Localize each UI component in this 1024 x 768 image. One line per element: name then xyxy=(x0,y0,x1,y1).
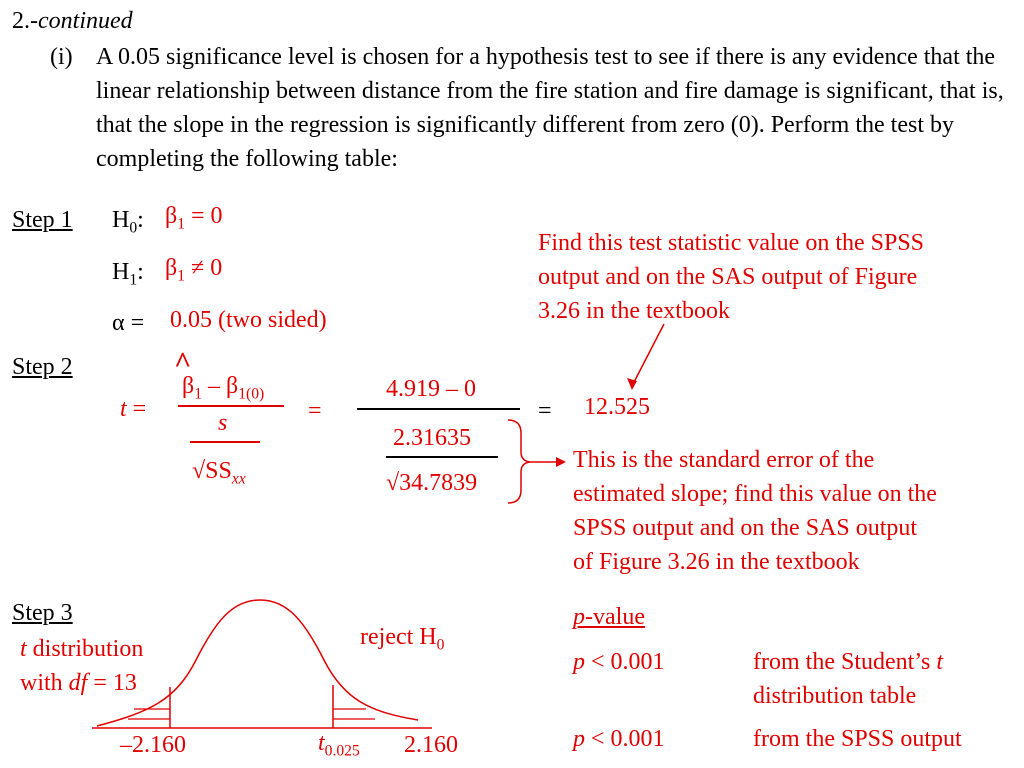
step3-label: Step 3 xyxy=(12,600,73,626)
annotation-line: of Figure 3.26 in the textbook xyxy=(573,549,860,575)
item-label: (i) xyxy=(50,44,73,70)
hat-symbol: ^ xyxy=(174,346,192,379)
positive-critical-value: 2.160 xyxy=(404,732,458,758)
h1-value: $\beta_1 \ne 0$ xyxy=(165,255,223,285)
pvalue-row1-source-2: distribution table xyxy=(753,683,917,709)
pvalue-row2-value: p < 0.001 xyxy=(573,726,665,752)
negative-critical-value: –2.160 xyxy=(120,732,186,758)
arrowhead-annotation xyxy=(556,457,566,467)
reject-h0-label: reject $H_0$ xyxy=(360,624,445,654)
t-distribution-curve xyxy=(97,600,418,726)
annotation-line: 3.26 in the textbook xyxy=(538,298,730,324)
h0-label: $H_0$: xyxy=(112,207,144,237)
h0-value: $\beta_1 = 0$ xyxy=(165,203,223,233)
annotation-line: This is the standard error of the xyxy=(573,447,875,473)
equals-sign-2: = xyxy=(538,398,552,424)
fraction2-numerator: 4.919 – 0 xyxy=(386,376,476,402)
alpha-label: α = xyxy=(112,310,145,336)
problem-number-text: 2.- xyxy=(12,8,38,34)
step1-label: Step 1 xyxy=(12,207,73,233)
t-critical-label: $t_{0.025}$ xyxy=(318,730,360,760)
numerator-beta: $\beta_1 - \beta_{1(0)}$ xyxy=(182,373,265,403)
arrow-to-result xyxy=(632,324,664,386)
step2-label: Step 2 xyxy=(12,354,73,380)
problem-paragraph: A 0.05 significance level is chosen for a hypothesis test to see if there is any evidence that the linear relationship between distance from the fire station and fire damage is significant, that is, that the slope in the regression is significantly different from zero (0). Perform the test by completing the following table: xyxy=(96,44,1004,172)
t-equals: t = xyxy=(120,396,147,422)
pvalue-row2-source: from the SPSS output xyxy=(753,726,962,752)
t-statistic-result: 12.525 xyxy=(584,394,650,420)
equals-sign-1: = xyxy=(308,398,322,424)
brace-denominator xyxy=(508,420,530,503)
continued-label: continued xyxy=(38,8,133,34)
s-symbol: s xyxy=(218,410,228,436)
fraction2-den-bottom: √34.7839 xyxy=(386,470,478,496)
annotation-line: Find this test statistic value on the SPSS xyxy=(538,230,925,256)
annotation-line: SPSS output and on the SAS output xyxy=(573,515,918,541)
fraction2-den-top: 2.31635 xyxy=(393,425,471,451)
h1-label: $H_1$: xyxy=(112,259,144,289)
pvalue-row1-source: from the Student’s t xyxy=(753,649,943,675)
alpha-value: 0.05 (two sided) xyxy=(170,307,327,333)
df-label: with df = 13 xyxy=(20,670,137,696)
annotation-line: output and on the SAS output of Figure xyxy=(538,264,918,290)
annotation-line: estimated slope; find this value on the xyxy=(573,481,937,507)
distribution-label: t distribution xyxy=(20,636,144,662)
sqrt-ssxx: $√SS_{xx}$ xyxy=(192,458,246,488)
pvalue-row1-value: p < 0.001 xyxy=(573,649,665,675)
pvalue-header: p-value xyxy=(573,604,645,630)
